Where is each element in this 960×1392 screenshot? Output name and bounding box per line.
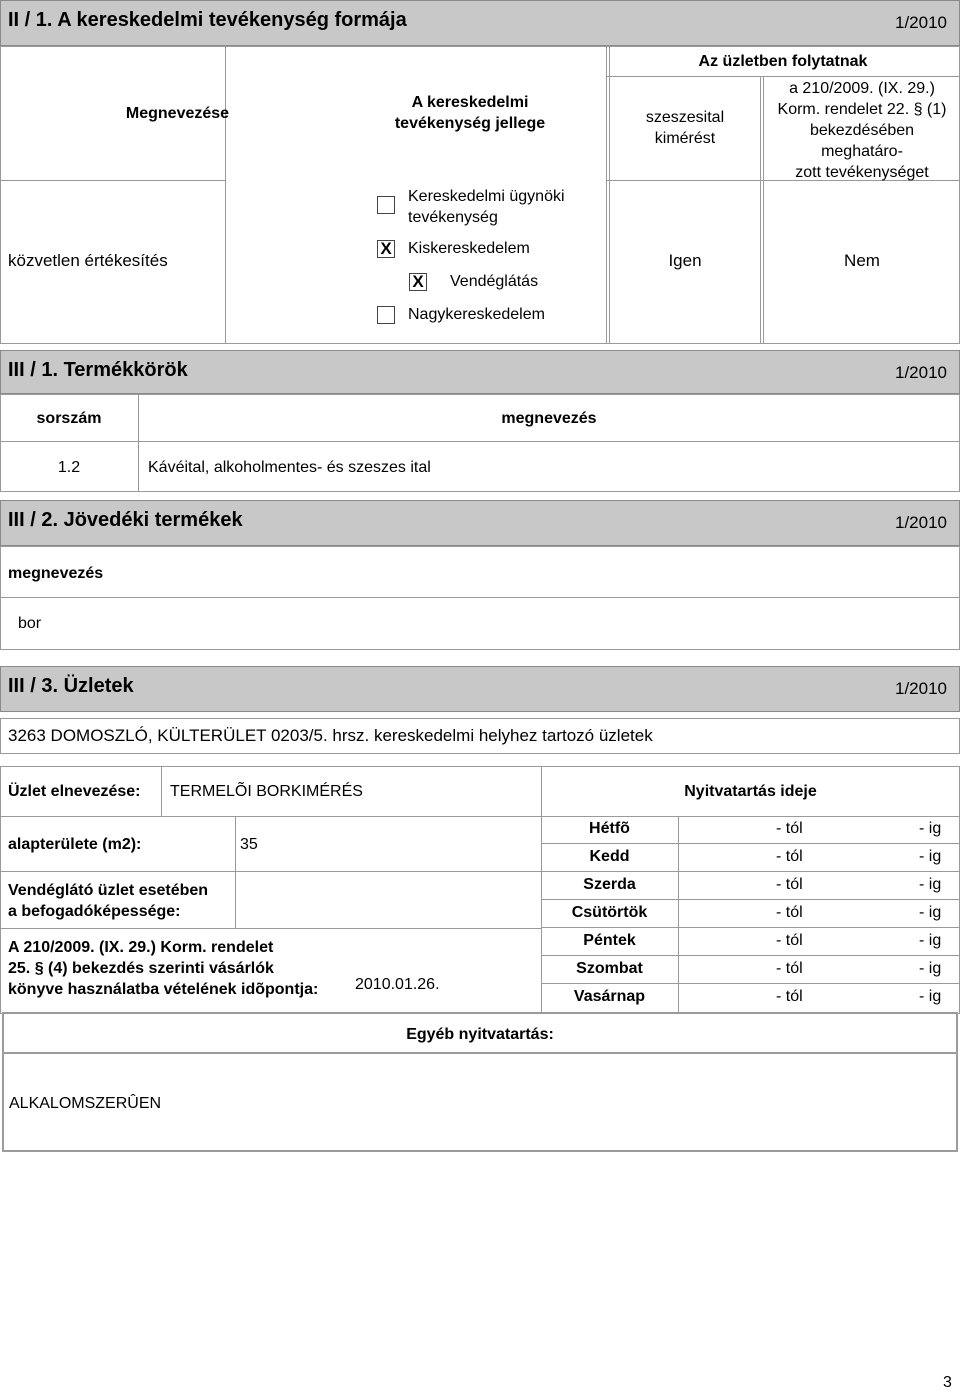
day-row-saturday bbox=[541, 960, 960, 980]
agent-activity-label-line1: Kereskedelmi ügynöki bbox=[408, 188, 565, 205]
page-number: 3 bbox=[943, 1374, 952, 1391]
opening-hours-header: Nyitvatartás ideje bbox=[684, 783, 817, 800]
day-label: Szombat bbox=[576, 960, 643, 977]
from-label: - tól bbox=[776, 932, 803, 949]
shop-name-value: TERMELÕI BORKIMÉRÉS bbox=[170, 783, 363, 800]
section-header-excise-products bbox=[0, 500, 960, 546]
col-reg-line2: Korm. rendelet 22. § (1) bbox=[777, 101, 947, 118]
agent-activity-label bbox=[408, 186, 565, 228]
customer-book-label-line1: A 210/2009. (IX. 29.) Korm. rendelet bbox=[8, 939, 274, 956]
wholesale-checkbox[interactable] bbox=[377, 306, 395, 324]
agent-activity-checkbox[interactable] bbox=[377, 196, 395, 214]
section-page: 1/2010 bbox=[895, 363, 947, 382]
shop-address: 3263 DOMOSZLÓ, KÜLTERÜLET 0203/5. hrsz. kereskedelmi helyhez tartozó üzletek bbox=[8, 726, 653, 745]
capacity-label bbox=[8, 880, 208, 922]
day-label: Csütörtök bbox=[571, 904, 648, 921]
agent-activity-label-line2: tevékenység bbox=[408, 209, 498, 226]
col-alcohol-header-line1: szeszesital bbox=[645, 109, 725, 126]
col-number-header: sorszám bbox=[36, 410, 102, 427]
customer-book-date: 2010.01.26. bbox=[355, 976, 440, 993]
section-header-shops bbox=[0, 666, 960, 712]
section-title: III / 2. Jövedéki termékek bbox=[8, 509, 243, 531]
excise-col-name-header: megnevezés bbox=[8, 565, 104, 582]
day-row-thursday bbox=[541, 904, 960, 924]
col-alcohol-header bbox=[610, 107, 760, 149]
from-label: - tól bbox=[776, 988, 803, 1005]
section-page: 1/2010 bbox=[895, 513, 947, 532]
customer-book-label-line2: 25. § (4) bekezdés szerinti vásárlók bbox=[8, 960, 274, 977]
to-label: - ig bbox=[919, 960, 942, 977]
to-label: - ig bbox=[919, 904, 942, 921]
col-alcohol-header-line2: kimérést bbox=[654, 130, 716, 147]
to-label: - ig bbox=[919, 820, 942, 837]
wholesale-label: Nagykereskedelem bbox=[408, 306, 545, 323]
section-header-product-groups bbox=[0, 350, 960, 394]
to-label: - ig bbox=[919, 876, 942, 893]
section-page: 1/2010 bbox=[895, 13, 947, 32]
day-label: Hétfõ bbox=[589, 820, 630, 837]
activity-name-value: közvetlen értékesítés bbox=[8, 251, 168, 270]
col-reg-line4: meghatáro- bbox=[821, 143, 903, 160]
from-label: - tól bbox=[776, 876, 803, 893]
col-type-header bbox=[380, 92, 560, 134]
col-type-header-line2: tevékenység jellege bbox=[394, 115, 546, 132]
alcohol-value: Igen bbox=[668, 251, 702, 270]
day-row-monday bbox=[541, 820, 960, 840]
area-label: alapterülete (m2): bbox=[8, 836, 142, 853]
col-reg-line3: bekezdésében bbox=[809, 122, 915, 139]
day-row-wednesday bbox=[541, 876, 960, 896]
to-label: - ig bbox=[919, 988, 942, 1005]
section-title: III / 1. Termékkörök bbox=[8, 359, 188, 381]
other-hours-value: ALKALOMSZERÛEN bbox=[9, 1095, 162, 1112]
product-row-name: Kávéital, alkoholmentes- és szeszes ital bbox=[148, 459, 431, 476]
capacity-label-line1: Vendéglátó üzlet esetében bbox=[8, 882, 209, 899]
catering-label: Vendéglátás bbox=[450, 273, 539, 290]
regulation-value: Nem bbox=[844, 251, 880, 270]
section-header-activity-form bbox=[0, 0, 960, 46]
col-name-header: Megnevezése bbox=[125, 105, 230, 122]
col-reg-line5: zott tevékenységet bbox=[795, 164, 929, 181]
area-value: 35 bbox=[240, 836, 258, 853]
day-label: Kedd bbox=[589, 848, 630, 865]
col-type-header-line1: A kereskedelmi bbox=[411, 94, 529, 111]
from-label: - tól bbox=[776, 904, 803, 921]
customer-book-label bbox=[8, 937, 318, 1000]
retail-checkbox[interactable]: X bbox=[377, 240, 395, 258]
section-page: 1/2010 bbox=[895, 679, 947, 698]
shop-name-label: Üzlet elnevezése: bbox=[8, 783, 141, 800]
day-row-sunday bbox=[541, 988, 960, 1008]
day-row-tuesday bbox=[541, 848, 960, 868]
section-title: II / 1. A kereskedelmi tevékenység formája bbox=[8, 9, 407, 31]
catering-checkbox[interactable]: X bbox=[409, 273, 427, 291]
product-row-number: 1.2 bbox=[57, 459, 81, 476]
retail-label: Kiskereskedelem bbox=[408, 240, 530, 257]
to-label: - ig bbox=[919, 932, 942, 949]
excise-products-table bbox=[0, 546, 960, 650]
excise-product-value: bor bbox=[18, 615, 42, 632]
from-label: - tól bbox=[776, 960, 803, 977]
col-product-name-header: megnevezés bbox=[501, 410, 597, 427]
section-title: III / 3. Üzletek bbox=[8, 675, 134, 697]
day-label: Péntek bbox=[583, 932, 636, 949]
col-reg-line1: a 210/2009. (IX. 29.) bbox=[789, 80, 935, 97]
col-regulation-header bbox=[764, 78, 960, 183]
from-label: - tól bbox=[776, 820, 803, 837]
other-hours-label: Egyéb nyitvatartás: bbox=[406, 1026, 554, 1043]
col-group-header: Az üzletben folytatnak bbox=[698, 53, 868, 70]
to-label: - ig bbox=[919, 848, 942, 865]
day-label: Vasárnap bbox=[573, 988, 646, 1005]
day-row-friday bbox=[541, 932, 960, 952]
customer-book-label-line3: könyve használatba vételének idõpontja: bbox=[8, 981, 319, 998]
day-label: Szerda bbox=[583, 876, 636, 893]
capacity-label-line2: a befogadóképessége: bbox=[8, 903, 181, 920]
from-label: - tól bbox=[776, 848, 803, 865]
